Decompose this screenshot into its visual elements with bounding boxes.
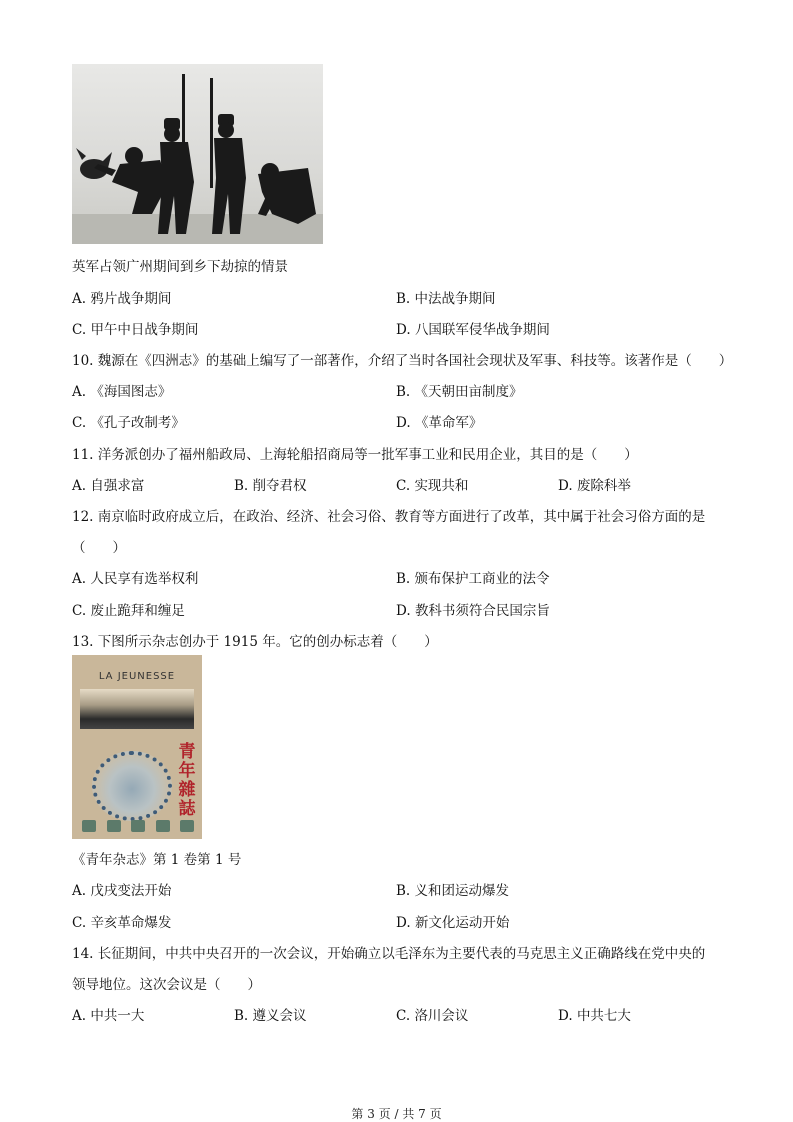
q12-option-d[interactable]: D. 教科书须符合民国宗旨 [396, 603, 550, 619]
q14-option-a[interactable]: A. 中共一大 [72, 1008, 145, 1024]
q9-option-b[interactable]: B. 中法战争期间 [396, 291, 496, 307]
q14-stem-line1: 14. 长征期间，中共中央召开的一次会议，开始确立以毛泽东为主要代表的马克思主义正确路线在党中央的 [72, 946, 706, 962]
q13-option-c[interactable]: C. 辛亥革命爆发 [72, 915, 172, 931]
portrait-wreath [92, 751, 172, 821]
q14-option-c[interactable]: C. 洛川会议 [396, 1008, 469, 1024]
q11-stem: 11. 洋务派创办了福州船政局、上海轮船招商局等一批军事工业和民用企业，其目的是（ ） [72, 447, 638, 463]
q12-option-b[interactable]: B. 颁布保护工商业的法令 [396, 571, 550, 587]
q12-stem-line2: （ ） [72, 540, 126, 556]
q13-option-d[interactable]: D. 新文化运动开始 [396, 915, 510, 931]
q11-option-c[interactable]: C. 实现共和 [396, 478, 469, 494]
cartoon-image [72, 64, 323, 244]
q9-option-a[interactable]: A. 鸦片战争期间 [72, 291, 172, 307]
q14-option-b[interactable]: B. 遵义会议 [234, 1008, 307, 1024]
cartoon-caption: 英军占领广州期间到乡下劫掠的情景 [72, 259, 288, 275]
magazine-cover-image [72, 655, 202, 839]
cover-bottom-strip [82, 819, 194, 833]
q13-option-a[interactable]: A. 戊戌变法开始 [72, 883, 172, 899]
q12-option-c[interactable]: C. 废止跪拜和缠足 [72, 603, 185, 619]
q11-option-d[interactable]: D. 废除科举 [558, 478, 631, 494]
q11-option-a[interactable]: A. 自强求富 [72, 478, 145, 494]
q14-stem-line2: 领导地位。这次会议是（ ） [72, 977, 261, 993]
q10-option-b[interactable]: B. 《天朝田亩制度》 [396, 384, 523, 400]
magazine-vertical-title: 青 年 雜 誌 [178, 742, 196, 819]
q10-option-a[interactable]: A. 《海国图志》 [72, 384, 172, 400]
q13-stem: 13. 下图所示杂志创办于 1915 年。它的创办标志着（ ） [72, 634, 438, 650]
q9-option-d[interactable]: D. 八国联军侵华战争期间 [396, 322, 550, 338]
q14-option-d[interactable]: D. 中共七大 [558, 1008, 631, 1024]
page-footer: 第 3 页 / 共 7 页 [351, 1107, 442, 1121]
q10-option-c[interactable]: C. 《孔子改制考》 [72, 415, 185, 431]
cover-illustration [80, 689, 194, 729]
q10-option-d[interactable]: D. 《革命军》 [396, 415, 483, 431]
magazine-caption: 《青年杂志》第 1 卷第 1 号 [72, 852, 242, 868]
q9-option-c[interactable]: C. 甲午中日战争期间 [72, 322, 199, 338]
q10-stem: 10. 魏源在《四洲志》的基础上编写了一部著作，介绍了当时各国社会现状及军事、科技等。该著作是（ ） [72, 353, 733, 369]
q11-option-b[interactable]: B. 削夺君权 [234, 478, 307, 494]
q12-stem-line1: 12. 南京临时政府成立后，在政治、经济、社会习俗、教育等方面进行了改革，其中属于社会习俗方面的是 [72, 509, 706, 525]
q13-option-b[interactable]: B. 义和团运动爆发 [396, 883, 510, 899]
q12-option-a[interactable]: A. 人民享有选举权利 [72, 571, 199, 587]
magazine-masthead: LA JEUNESSE [98, 671, 176, 682]
cartoon-illustration [72, 64, 323, 244]
